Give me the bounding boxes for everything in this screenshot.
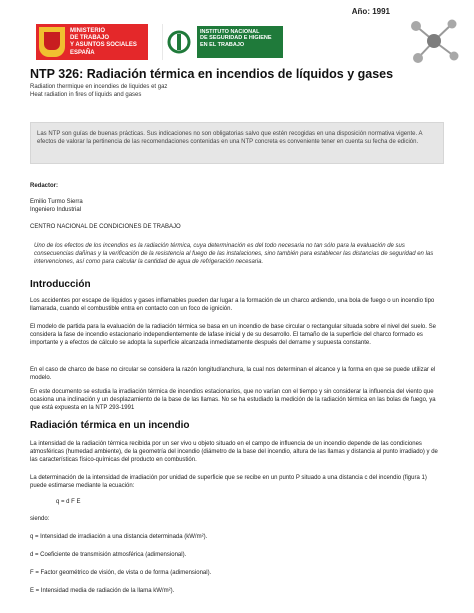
year-label: Año: 1991	[351, 7, 390, 16]
institute-mark-icon	[167, 28, 191, 56]
subtitle-french: Radiation thermique en incendies de liquides et gaz	[30, 84, 168, 90]
ministry-logo-text: MINISTERIO DE TRABAJO Y ASUNTOS SOCIALES ESPAÑA	[70, 28, 137, 56]
definition-E: E = Intensidad media de radiación de la llama kW/m²).	[30, 588, 175, 594]
intro-paragraph-1: Los accidentes por escape de líquidos y gases inflamables pueden dar lugar a la formación de un charco ardiendo, una bola de fuego o un incendio tipo llamarada, cuando el combustible entra en contacto con un foco de ignición.	[30, 298, 435, 312]
abstract-text: Uno de los efectos de los incendios es la radiación térmica, cuya determinación es del todo necesaria no tan sólo para la evaluación de sus consecuencias dañinas y la verificación de la resistencia al fuego de las instalaciones, sino también para establecer las distancias de seguridad en las intervenciones, así como para calcular la cantidad de agua de refrigeración necesaria.	[34, 243, 434, 265]
disclaimer-text: Las NTP son guías de buenas prácticas. Sus indicaciones no son obligatorias salvo que estén recogidas en una disposición normativa vigente. A efectos de valorar la pertinencia de las recomendaciones contenidas en una NTP concreta es conveniente tener en cuenta su fecha de edición.	[37, 131, 423, 145]
institute-logo-text: INSTITUTO NACIONAL DE SEGURIDAD E HIGIENE EN EL TRABAJO	[200, 29, 272, 48]
definition-q: q = Intensidad de irradiación a una distancia determinada (kW/m²).	[30, 534, 208, 540]
header-logos	[36, 24, 416, 60]
section-heading-introduction: Introducción	[30, 279, 91, 290]
institute-logo	[162, 24, 283, 60]
center-name: CENTRO NACIONAL DE CONDICIONES DE TRABAJO	[30, 224, 181, 230]
where-label: siendo:	[30, 516, 50, 522]
author-name: Emilio Turmo Sierra	[30, 199, 83, 205]
document-title: NTP 326: Radiación térmica en incendios de líquidos y gases	[30, 67, 394, 81]
ministry-logo	[36, 24, 148, 60]
definition-F: F = Factor geométrico de visión, de vista o de forma (adimensional).	[30, 570, 212, 576]
definition-d: d = Coeficiente de transmisión atmosférica (adimensional).	[30, 552, 187, 558]
author-title: Ingeniero Industrial	[30, 207, 82, 213]
subtitle-english: Heat radiation in fires of liquids and gases	[30, 92, 142, 98]
intro-paragraph-4: En este documento se estudia la irradiación térmica de incendios estacionarios, que no varían con el tiempo y sin considerar la influencia del viento que ocasiona una inclinación y un desplazamiento de la base de las llamas. No se ha estudiado la medición de la radiación térmica en las bolas de fuego, ya que está expuesta en la NTP 293-1991	[30, 389, 436, 411]
radiation-paragraph-2: La determinación de la intensidad de irradiación por unidad de superficie que se recibe en un punto P situado a una distancia c del incendio (figura 1) puede estimarse mediante la ecuación:	[30, 475, 427, 489]
radiation-paragraph-1: La intensidad de la radiación térmica recibida por un ser vivo u objeto situado en el campo de influencia de un incendio depende de las condiciones atmosféricas (humedad ambiente), de la geometría del incendio (diámetro de la base del incendio, altura de las llamas y distancia al punto irradiado) y de las características físico-químicas del producto en combustión.	[30, 441, 438, 463]
equation: q = d F E	[56, 499, 81, 505]
molecule-icon	[406, 16, 462, 66]
intro-paragraph-2: El modelo de partida para la evaluación de la radiación térmica se basa en un incendio de base circular o rectangular situada sobre el nivel del suelo. Se considera la fase de incendio estacionario independientemente de lafase inicial y de su desarrollo. El tamaño de la superficie del charco formado es importante y a efectos de cálculo se adopta la superficie alcanzada inmediatamente después del derrame y supuesta constante.	[30, 324, 436, 346]
coat-of-arms-icon	[39, 27, 65, 57]
section-heading-radiation: Radiación térmica en un incendio	[30, 420, 190, 431]
author-label: Redactor:	[30, 183, 59, 189]
intro-paragraph-3: En el caso de charco de base no circular se considera la razón longitud/anchura, la cual nos determinan el alcance y la forma en que se puede utilizar el modelo.	[30, 367, 436, 381]
disclaimer-box	[30, 122, 444, 164]
